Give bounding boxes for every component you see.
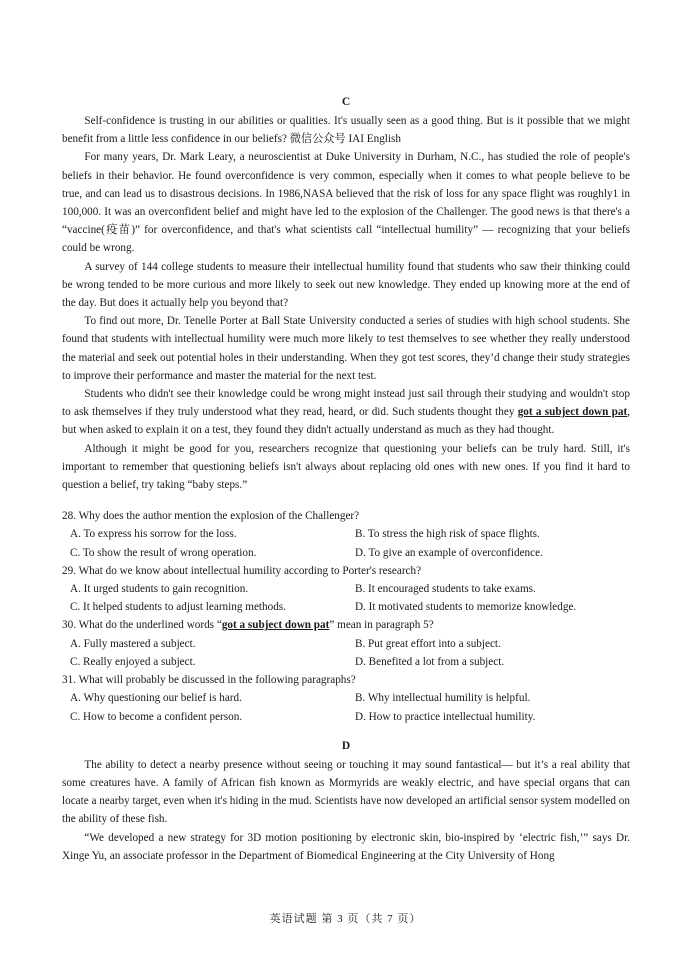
option-29-a: A. It urged students to gain recognition. — [70, 583, 249, 596]
underlined-phrase: got a subject down pat — [517, 406, 628, 419]
watermark-text: 微信公众号 IAI English — [289, 133, 401, 146]
section-c-paragraph-2: For many years, Dr. Mark Leary, a neuroscientist at Duke University in Durham, N.C., has studied the role of people's beliefs in their behavior. He found overconfidence is very common, especially when it comes to what people believe to be true, and can lead us to disastrous decisions. In 1986,NASA believed that the risk of loss for any space flight was roughly1 in 100,000. It was an overconfident belief and might have led to the explosion of the Challenger. The good news is that there's a “vaccine(疫苗)” for overconfidence, and that's what scientists call “intellectual humility” — recognizing that your beliefs could be wrong. — [62, 151, 630, 255]
option-28-d: D. To give an example of overconfidence. — [355, 546, 543, 559]
section-c-paragraph-6: Although it might be good for you, researchers recognize that questioning your beliefs can be truly hard. Still, it's important to remember that questioning beliefs isn't always about replacing old ones with new ones. If you find it hard to question a belief, try taking “baby steps.” — [62, 442, 630, 492]
section-d-paragraph-2: “We developed a new strategy for 3D motion positioning by electronic skin, bio-inspired by ‘electric fish,’” says Dr. Xinge Yu, an associate professor in the Department of Biomedical Engineering at the City University of Hong — [62, 831, 630, 862]
question-31-stem: 31. What will probably be discussed in the following paragraphs? — [62, 674, 356, 687]
option-31-a: A. Why questioning our belief is hard. — [70, 692, 242, 705]
exam-page — [62, 95, 630, 865]
question-30-options-row-2 — [62, 653, 630, 671]
section-d-paragraph-1: The ability to detect a nearby presence without seeing or touching it may sound fantastical— but it’s a real ability that some creatures have. A family of African fish known as Mormyrids are weakly electric, and have special organs that can locate a nearby target, even when it's hiding in the mud. Scientists have now developed an artificial sensor system modelled on the ability of these fish. — [62, 758, 630, 826]
option-29-b: B. It encouraged students to take exams. — [355, 583, 536, 596]
question-31-options-row-2 — [62, 708, 630, 726]
question-29-options-row-1 — [62, 580, 630, 598]
question-28-stem: 28. Why does the author mention the explosion of the Challenger? — [62, 510, 360, 523]
section-c-paragraph-3: A survey of 144 college students to measure their intellectual humility found that students who saw their thinking could be wrong tended to be more curious and more likely to seek out new knowledge. They ended up knowing more at the end of the day. But does it actually help you beyond that? — [62, 260, 630, 310]
option-31-b: B. Why intellectual humility is helpful. — [355, 692, 531, 705]
section-c-paragraph-1: Self-confidence is trusting in our abilities or qualities. It's usually seen as a good thing. But is it possible that we might benefit from a little less confidence in our beliefs? 微信公众号 IAI English — [62, 115, 630, 146]
question-28-options-row-2 — [62, 544, 630, 562]
question-30-options-row-1 — [62, 635, 630, 653]
option-29-c: C. It helped students to adjust learning methods. — [70, 601, 286, 614]
section-c-paragraph-5: Students who didn't see their knowledge could be wrong might instead just sail through their studying and wouldn't stop to ask themselves if they truly understood what they read, heard, or did. Such students thought they got a subject down pat, but when asked to explain it on a test, they found they didn't actually understand as much as they had thought. — [62, 388, 630, 437]
question-30-underlined-phrase: got a subject down pat — [221, 619, 330, 632]
option-31-d: D. How to practice intellectual humility. — [355, 710, 536, 723]
option-30-a: A. Fully mastered a subject. — [70, 637, 196, 650]
option-28-a: A. To express his sorrow for the loss. — [70, 528, 237, 541]
option-30-d: D. Benefited a lot from a subject. — [355, 655, 505, 668]
section-c-paragraph-4: To find out more, Dr. Tenelle Porter at Ball State University conducted a series of studies with high school students. She found that students with intellectual humility were much more likely to test themselves to see whether they really understood the material and seek out potential holes in their understanding. When they got test scores, they’d change their study strategies to improve their performance and master the material for the next test. — [62, 315, 630, 382]
question-31-options-row-1 — [62, 689, 630, 707]
option-31-c: C. How to become a confident person. — [70, 710, 243, 723]
page-footer: 英语试题 第 3 页（共 7 页） — [269, 913, 422, 925]
option-29-d: D. It motivated students to memorize knowledge. — [355, 601, 577, 614]
question-28-options-row-1 — [62, 525, 630, 543]
question-30-stem: 30. What do the underlined words “got a subject down pat” mean in paragraph 5? — [62, 619, 434, 632]
question-29-stem: 29. What do we know about intellectual humility according to Porter's research? — [62, 564, 422, 577]
option-30-b: B. Put great effort into a subject. — [355, 637, 501, 650]
option-28-b: B. To stress the high risk of space flights. — [355, 528, 540, 541]
option-30-c: C. Really enjoyed a subject. — [70, 655, 196, 668]
question-29-options-row-2 — [62, 598, 630, 616]
option-28-c: C. To show the result of wrong operation. — [70, 546, 257, 559]
questions-block — [62, 507, 630, 725]
section-d — [62, 739, 630, 865]
section-c-title: C — [341, 96, 351, 108]
section-d-title: D — [341, 739, 351, 752]
